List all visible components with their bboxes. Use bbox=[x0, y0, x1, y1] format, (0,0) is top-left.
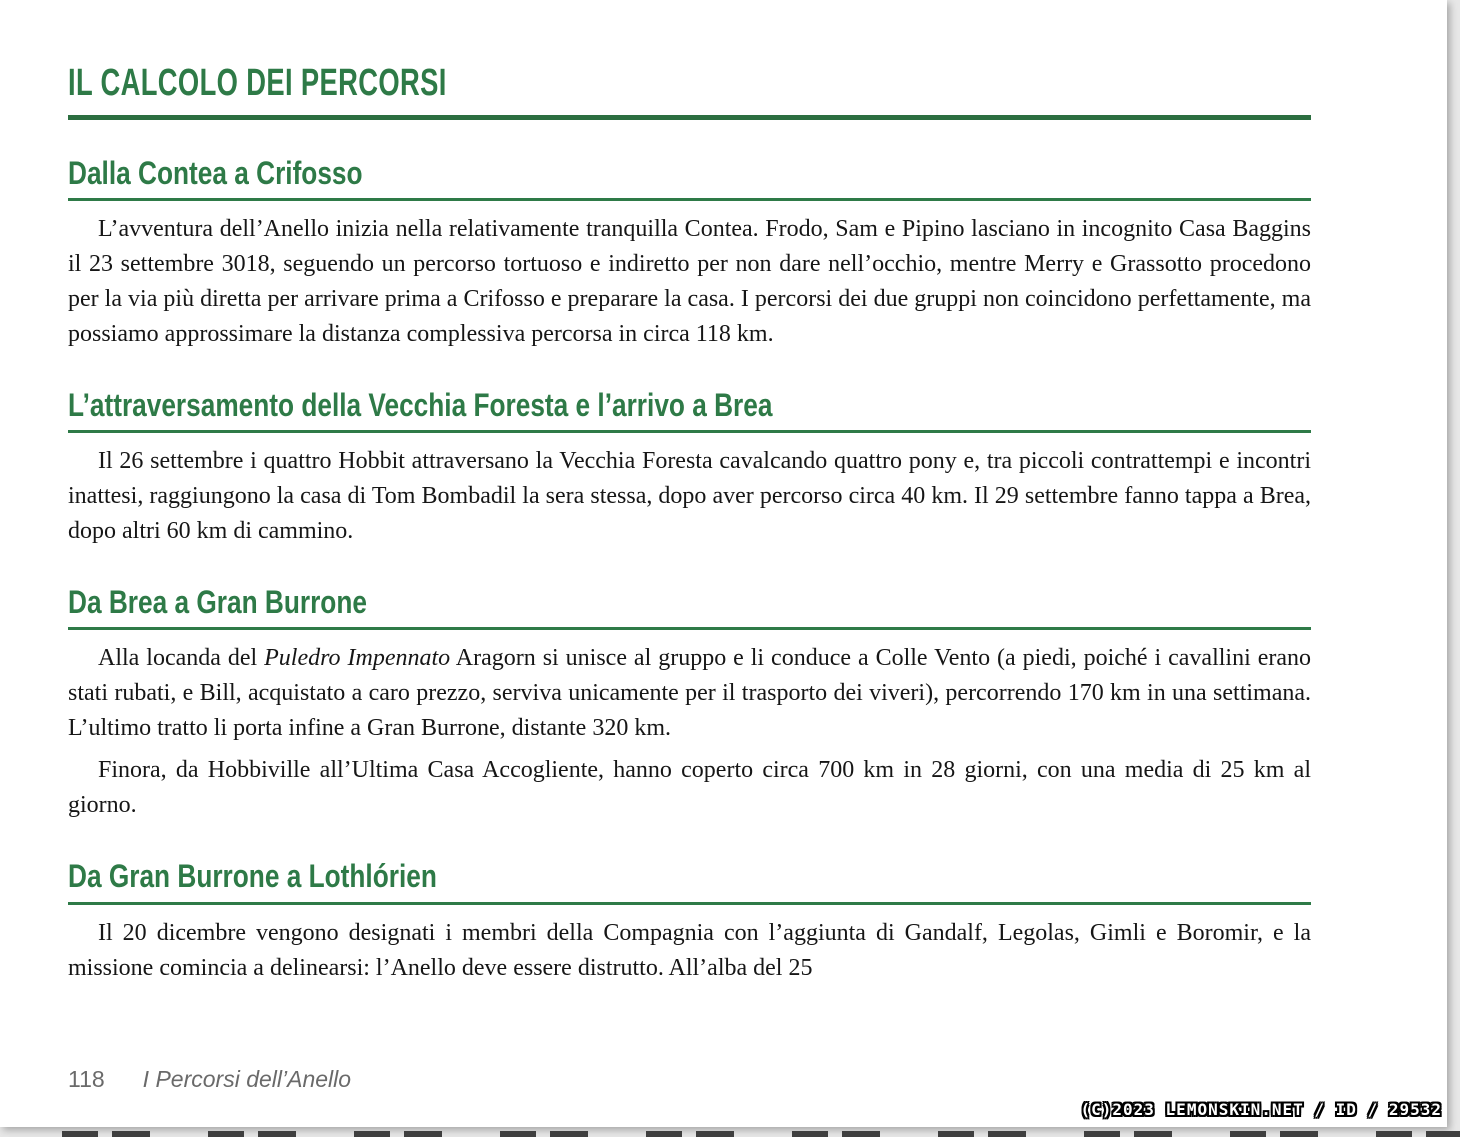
page-content bbox=[68, 0, 1311, 986]
title-rule bbox=[68, 115, 1311, 120]
section-rule bbox=[68, 627, 1311, 630]
paragraph: Il 20 dicembre vengono designati i membri della Compagnia con l’aggiunta di Gandalf, Legolas, Gimli e Boromir, e la missione comincia a delinearsi: l’Anello deve essere distrutto. All’alba del 25 bbox=[68, 919, 1311, 981]
section-heading-text: Da Gran Burrone a Lothlórien bbox=[68, 858, 437, 895]
section-rule bbox=[68, 430, 1311, 433]
paragraph bbox=[68, 641, 1311, 746]
page-title bbox=[68, 64, 1311, 104]
section-rule bbox=[68, 198, 1311, 201]
book-title-reference: Puledro Impennato bbox=[264, 645, 451, 672]
section-rule bbox=[68, 902, 1311, 905]
section-heading-text: L’attraversamento della Vecchia Foresta e l’arrivo a Brea bbox=[68, 387, 773, 424]
section-gran-burrone-lothlorien bbox=[68, 859, 1311, 985]
page-footer bbox=[68, 1066, 351, 1093]
paragraph: Finora, da Hobbiville all’Ultima Casa Accogliente, hanno coperto circa 700 km in 28 giorni, con una media di 25 km al giorno. bbox=[68, 757, 1311, 819]
section-heading bbox=[68, 156, 1311, 191]
cropped-bottom-text-strip bbox=[62, 1131, 1460, 1137]
section-heading bbox=[68, 585, 1311, 620]
paragraph-text: Alla locanda del bbox=[98, 645, 265, 672]
paragraph-text: Aragorn si unisce al gruppo e li conduce a Colle Vento (a piedi, poiché i cavallini erano stati rubati, e Bill, acquistato a caro prezzo, serviva unicamente per il trasporto dei viveri), percorrendo 170 km in una settimana. L’ultimo tratto li porta infine a Gran Burrone, distante 320 km. bbox=[68, 645, 1311, 742]
paragraph: L’avventura dell’Anello inizia nella relativamente tranquilla Contea. Frodo, Sam e Pipino lasciano in incognito Casa Baggins il 23 settembre 3018, seguendo un percorso tortuoso e indiretto per non dare nell’occhio, mentre Merry e Grassotto procedono per la via più diretta per arrivare prima a Crifosso e preparare la casa. I percorsi dei due gruppi non coincidono perfettamente, ma possiamo approssimare la distanza complessiva percorsa in circa 118 km. bbox=[68, 216, 1311, 348]
page-number: 118 bbox=[68, 1066, 105, 1092]
section-heading bbox=[68, 388, 1311, 423]
section-brea-gran-burrone bbox=[68, 585, 1311, 823]
paragraph: Il 26 settembre i quattro Hobbit attraversano la Vecchia Foresta cavalcando quattro pony e, tra piccoli contrattempi e incontri inattesi, raggiungono la casa di Tom Bombadil la sera stessa, dopo aver percorso circa 40 km. Il 29 settembre fanno tappa a Brea, dopo altri 60 km di cammino. bbox=[68, 448, 1311, 545]
section-dalla-contea-a-crifosso bbox=[68, 156, 1311, 352]
page-title-text: IL CALCOLO DEI PERCORSI bbox=[68, 62, 447, 104]
section-vecchia-foresta-brea bbox=[68, 388, 1311, 549]
section-heading-text: Dalla Contea a Crifosso bbox=[68, 154, 363, 191]
watermark-text: (C)2023 LEMONSKIN.NET / ID / 29532 bbox=[1080, 1100, 1442, 1119]
section-heading-text: Da Brea a Gran Burrone bbox=[68, 584, 367, 621]
section-heading bbox=[68, 859, 1311, 894]
running-book-title: I Percorsi dell’Anello bbox=[142, 1066, 352, 1092]
